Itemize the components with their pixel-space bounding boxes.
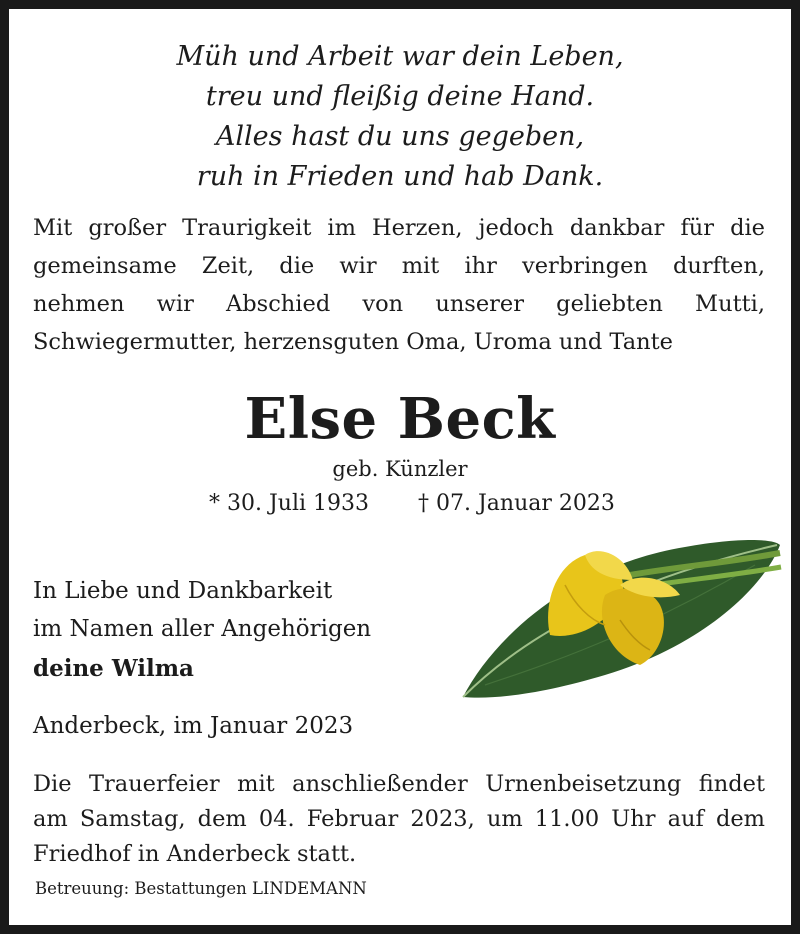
signoff-line: im Namen aller Angehörigen [33,616,372,642]
poem-line: treu und fleißig deine Hand. [205,81,595,112]
intro-text [33,209,765,361]
death-date: † 07. Januar 2023 [418,491,615,516]
calla-lily-on-leaf-icon [455,525,785,705]
life-dates [209,489,615,519]
poem-line: Müh und Arbeit war dein Leben, [176,41,624,72]
poem-line: Alles hast du uns gegeben, [215,121,585,152]
intro-line: Schwiegermutter, herzensguten Oma, Uroma und Tante [33,329,673,355]
place-date: Anderbeck, im Januar 2023 [33,713,354,739]
intro-line: Mit großer Traurigkeit im Herzen, jedoch dankbar für die [33,215,765,241]
ceremony-line: am Samstag, dem 04. Februar 2023, um 11.00 Uhr auf dem [33,806,765,832]
signoff-line: In Liebe und Dankbarkeit [33,578,333,604]
deceased-name: Else Beck [244,386,556,452]
signature: deine Wilma [33,655,194,682]
ceremony-info [33,767,765,872]
maiden-name: geb. Künzler [332,457,468,481]
birth-date: * 30. Juli 1933 [209,491,370,516]
poem-line: ruh in Frieden und hab Dank. [196,161,604,192]
ceremony-line: Die Trauerfeier mit anschließender Urnenbeisetzung findet [33,771,765,797]
ceremony-line: Friedhof in Anderbeck statt. [33,841,357,867]
intro-line: nehmen wir Abschied von unserer geliebten Mutti, [33,291,765,317]
undertaker-credit: Betreuung: Bestattungen LINDEMANN [35,879,367,898]
signoff-block [33,572,371,688]
intro-line: gemeinsame Zeit, die wir mit ihr verbringen durften, [33,253,765,279]
memorial-poem [9,37,791,197]
